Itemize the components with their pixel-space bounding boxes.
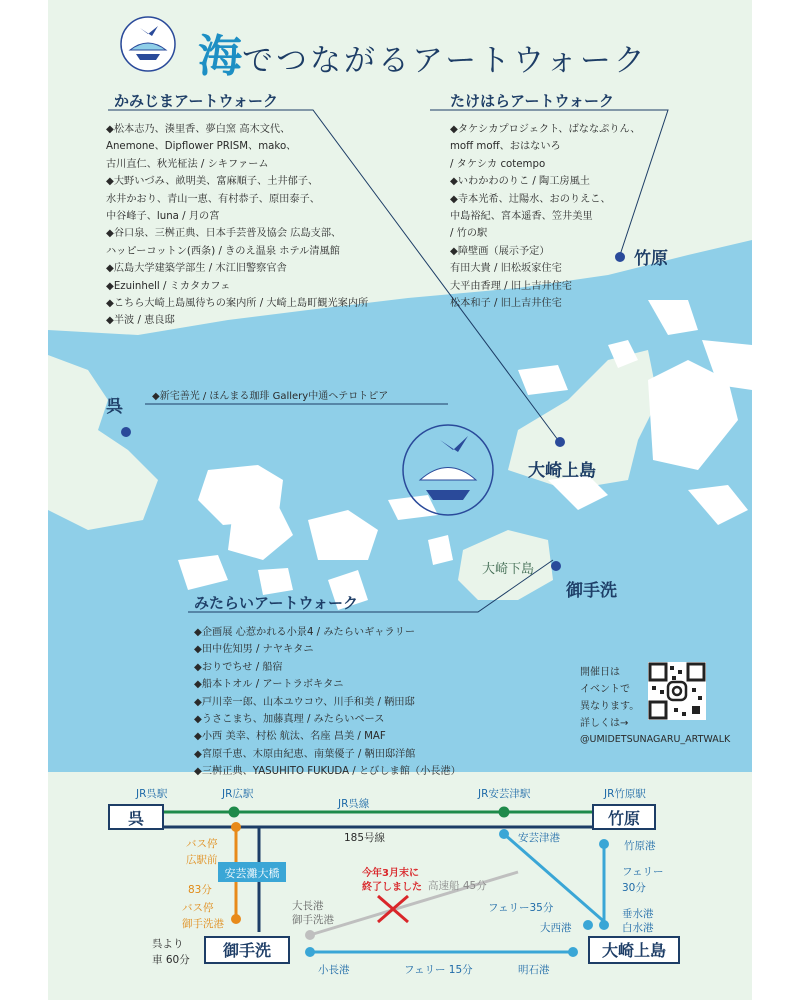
dot-mitarai [551, 561, 561, 571]
station-akitsu [499, 807, 510, 818]
list-item: ◆いわかわのりこ / 陶工房風土 [450, 176, 590, 188]
list-item: Anemone、Dipflower PRISM、mako、 [106, 141, 297, 153]
box-mitarai: 御手洗 [204, 936, 290, 964]
list-item: ◆寺本光希、辻陽水、おのりえこ、 [450, 193, 611, 205]
list-item: ◆宮原千恵、木原由紀恵、南葉優子 / 鞆田邸洋館 [194, 748, 416, 760]
label-port-akitsu: 安芸津港 [518, 832, 560, 844]
label-bus-hiro-1: バス停 [186, 838, 218, 850]
kamijima-list [106, 121, 368, 330]
bus-stop-hiro [231, 822, 241, 832]
instagram-handle[interactable]: @UMIDETSUNAGARU_ARTWALK [580, 734, 731, 745]
list-item: ◆戸川幸一郎、山本ユウコウ、川手和美 / 鞆田邸 [194, 696, 415, 708]
label-car-2: 車 60分 [152, 954, 190, 966]
label-highspeed: 高速船 45分 [428, 880, 487, 892]
list-item: ◆田中佐知男 / ナヤキタニ [194, 644, 314, 656]
list-item: 大平由香理 / 旧上吉井住宅 [450, 280, 572, 292]
info-line: 開催日は [580, 667, 620, 678]
list-item: / タケシカ cotempo [450, 158, 546, 170]
list-item: ◆三桝正典、YASUHITO FUKUDA / とびしま館（小長港） [194, 766, 461, 778]
label-ended-1: 今年3月末に [362, 868, 419, 879]
list-item: ◆半波 / 恵良邸 [106, 315, 175, 327]
label-onaga-1: 大長港 [292, 900, 324, 912]
list-item: ◆企画展 心惹かれる小景4 / みたらいギャラリー [194, 627, 416, 638]
label-bus-mitarai-2: 御手洗港 [182, 918, 224, 930]
label-akaishi: 明石港 [518, 964, 550, 976]
qr-pattern-icon [648, 662, 706, 720]
label-tarumi: 垂水港 [622, 908, 654, 920]
port-takehara [599, 839, 609, 849]
label-bus-hiro-2: 広駅前 [186, 854, 218, 866]
port-konaga [305, 947, 315, 957]
label-konaga: 小長港 [318, 964, 350, 976]
label-jr-hiro: JR広駅 [222, 788, 254, 800]
label-onaga-2: 御手洗港 [292, 914, 334, 926]
poster [48, 0, 752, 1000]
label-bus-mitarai-1: バス停 [182, 902, 214, 914]
list-item: ◆Ezuinhell / ミカタカフェ [106, 280, 231, 292]
label-shiromizu: 白水港 [622, 922, 654, 934]
dot-osakikamijima [555, 437, 565, 447]
list-item: ◆小西 美幸、村松 航汰、名座 昌美 / MAF [194, 731, 386, 743]
list-item: ◆谷口泉、三桝正典、日本手芸普及協会 広島支部、 [106, 228, 342, 240]
list-item: ◆広島大学建築学部生 / 木江旧警察官舎 [106, 263, 287, 275]
list-item: ハッピーコットン(西条) / きのえ温泉 ホテル清風館 [106, 245, 340, 257]
list-item: ◆大野いづみ、畝明美、富麻順子、土井郁子、 [106, 176, 319, 188]
bus-stop-mitarai [231, 914, 241, 924]
label-ferry30-1: フェリー [622, 866, 664, 878]
list-item: 中島裕紀、宮本遥香、笠井美里 [450, 211, 593, 223]
list-item: ◆障壁画（展示予定） [450, 245, 550, 257]
label-car-1: 呉より [152, 938, 184, 950]
label-bus-time: 83分 [188, 884, 212, 896]
page-title [198, 20, 648, 84]
list-item: ◆こちら大崎上島風待ちの案内所 / 大崎上島町観光案内所 [106, 298, 369, 310]
list-item: ◆船本トオル / アートラボキタニ [194, 679, 344, 691]
label-ferry35: フェリー35分 [488, 902, 554, 914]
takehara-list [450, 121, 641, 312]
label-route-185: 185号線 [344, 832, 386, 844]
port-onaga [305, 930, 315, 940]
qr-code[interactable] [648, 662, 706, 720]
port-akitsu [499, 829, 509, 839]
list-item: 中谷峰子、luna / 月の宮 [106, 211, 220, 223]
label-ooniishi: 大西港 [540, 922, 572, 934]
place-takehara: 竹原 [634, 249, 668, 269]
mitarai-list [194, 624, 461, 781]
list-item: moff moff、おはないろ [450, 141, 561, 153]
list-item: 有田大貴 / 旧松坂家住宅 [450, 263, 562, 275]
kure-note: ◆新宅善光 / ほんまる珈琲 Gallery中通ヘテロトピア [152, 391, 389, 402]
info-line: イベントで [580, 684, 630, 695]
box-osakikamijima: 大崎上島 [588, 936, 680, 964]
place-osakishimojima: 大崎下島 [482, 562, 535, 577]
label-ferry30-2: 30分 [622, 882, 646, 894]
place-kure: 呉 [106, 397, 123, 417]
title-kanji: 海 [198, 31, 242, 82]
list-item: 古川直仁、秋光柾法 / シキファーム [106, 158, 269, 170]
title-rest: でつながるアートウォーク [242, 43, 648, 79]
box-takehara: 竹原 [592, 804, 656, 830]
list-item: 松本和子 / 旧上吉井住宅 [450, 298, 562, 310]
label-jr-akitsu: JR安芸津駅 [478, 788, 531, 800]
place-osakikamijima: 大崎上島 [528, 461, 596, 481]
label-bridge: 安芸灘大橋 [218, 862, 286, 882]
list-item: ◆松本志乃、湊里香、夢白窯 高木文代、 [106, 124, 291, 135]
port-shiromizu [599, 920, 609, 930]
label-kure-line: JR呉線 [338, 798, 370, 810]
station-hiro [229, 807, 240, 818]
list-item: / 竹の駅 [450, 228, 488, 240]
mitarai-title: みたらいアートウォーク [194, 594, 358, 612]
list-item: ◆タケシカプロジェクト、ばななぷりん、 [450, 124, 641, 135]
list-item: ◆おりでちせ / 船宿 [194, 661, 283, 673]
logo-seal-top [118, 14, 178, 74]
port-akaishi [568, 947, 578, 957]
label-ferry15: フェリー 15分 [404, 964, 473, 976]
list-item: ◆うさこまち、加藤真理 / みたらいベース [194, 714, 385, 726]
takehara-title: たけはらアートウォーク [450, 92, 614, 110]
port-ooniishi [583, 920, 593, 930]
info-text [580, 664, 639, 732]
place-mitarai: 御手洗 [566, 581, 617, 601]
label-jr-kure: JR呉駅 [136, 788, 168, 800]
info-line: 異なります。 [580, 701, 640, 712]
dot-kure [121, 427, 131, 437]
box-kure: 呉 [108, 804, 164, 830]
info-line: 詳しくは→ [580, 718, 629, 729]
kamijima-title: かみじまアートウォーク [114, 92, 278, 110]
label-port-takehara: 竹原港 [624, 840, 656, 852]
label-ended-2: 終了しました [362, 882, 422, 893]
label-jr-takehara: JR竹原駅 [604, 788, 646, 800]
list-item: 水井かおり、青山一恵、有村恭子、原田泰子、 [106, 193, 320, 205]
